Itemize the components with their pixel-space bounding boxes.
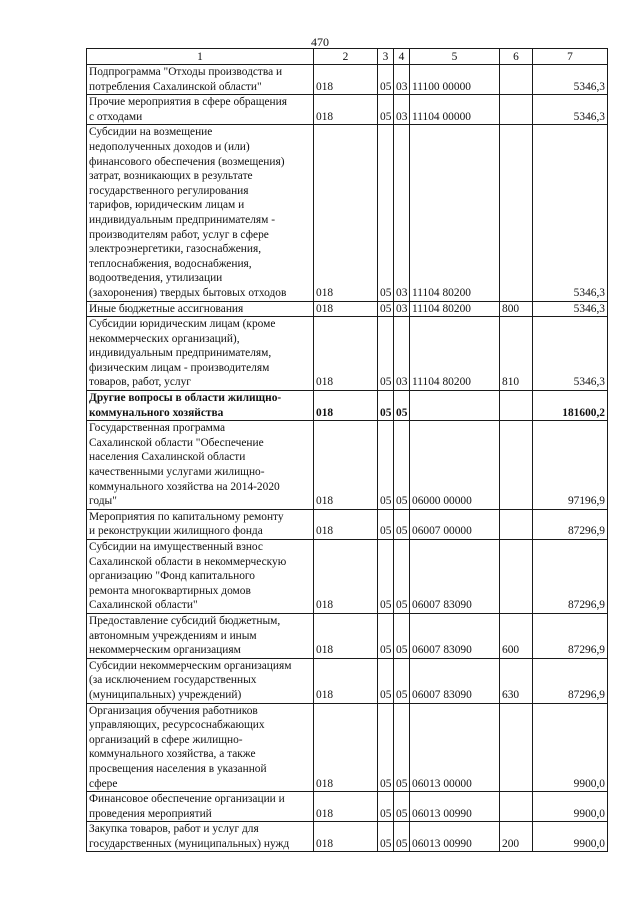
row-code-6 bbox=[500, 391, 533, 421]
row-amount: 5346,3 bbox=[533, 317, 608, 391]
row-amount: 181600,2 bbox=[533, 391, 608, 421]
row-name: Закупка товаров, работ и услуг для государственных (муниципальных) нужд bbox=[87, 822, 314, 852]
row-code-6 bbox=[500, 65, 533, 95]
row-code-6: 800 bbox=[500, 301, 533, 317]
row-code-5: 06007 83090 bbox=[410, 658, 500, 703]
row-code-6: 810 bbox=[500, 317, 533, 391]
row-code-6 bbox=[500, 95, 533, 125]
row-code-4: 05 bbox=[394, 613, 410, 658]
row-code-2: 018 bbox=[314, 613, 378, 658]
row-amount: 87296,9 bbox=[533, 540, 608, 614]
row-code-3: 05 bbox=[378, 301, 394, 317]
table-row bbox=[87, 703, 608, 792]
table-row bbox=[87, 792, 608, 822]
row-code-4: 05 bbox=[394, 421, 410, 510]
row-name: Прочие мероприятия в сфере обращения с отходами bbox=[87, 95, 314, 125]
row-code-5: 06013 00990 bbox=[410, 822, 500, 852]
row-code-4: 05 bbox=[394, 703, 410, 792]
row-code-3: 05 bbox=[378, 792, 394, 822]
row-code-4: 03 bbox=[394, 301, 410, 317]
row-code-2: 018 bbox=[314, 421, 378, 510]
table-row bbox=[87, 540, 608, 614]
row-code-6: 630 bbox=[500, 658, 533, 703]
row-amount: 9900,0 bbox=[533, 822, 608, 852]
row-name: Финансовое обеспечение организации и проведения мероприятий bbox=[87, 792, 314, 822]
row-code-3: 05 bbox=[378, 125, 394, 301]
row-name: Другие вопросы в области жилищно- коммунального хозяйства bbox=[87, 391, 314, 421]
row-code-2: 018 bbox=[314, 301, 378, 317]
row-code-6 bbox=[500, 540, 533, 614]
row-code-4: 03 bbox=[394, 95, 410, 125]
row-code-5: 11104 80200 bbox=[410, 301, 500, 317]
row-code-2: 018 bbox=[314, 65, 378, 95]
row-code-5: 06007 83090 bbox=[410, 540, 500, 614]
page-number: 470 bbox=[311, 35, 329, 49]
table-row bbox=[87, 822, 608, 852]
row-code-3: 05 bbox=[378, 95, 394, 125]
row-code-6 bbox=[500, 421, 533, 510]
row-name: Предоставление субсидий бюджетным, автономным учреждениям и иным некоммерческим организациям bbox=[87, 613, 314, 658]
row-code-5: 06007 83090 bbox=[410, 613, 500, 658]
row-name: Мероприятия по капитальному ремонту и реконструкции жилищного фонда bbox=[87, 509, 314, 539]
row-amount: 5346,3 bbox=[533, 95, 608, 125]
row-code-5 bbox=[410, 391, 500, 421]
row-code-5: 11104 80200 bbox=[410, 125, 500, 301]
row-code-3: 05 bbox=[378, 613, 394, 658]
row-name: Государственная программа Сахалинской области "Обеспечение населения Сахалинской области качественными услугами жилищно- коммунального хозяйства на 2014-2020 годы" bbox=[87, 421, 314, 510]
row-code-2: 018 bbox=[314, 540, 378, 614]
table-row bbox=[87, 317, 608, 391]
table-row bbox=[87, 125, 608, 301]
row-amount: 9900,0 bbox=[533, 703, 608, 792]
table-row bbox=[87, 658, 608, 703]
row-code-2: 018 bbox=[314, 125, 378, 301]
row-name: Организация обучения работников управляющих, ресурсоснабжающих организаций в сфере жилищно- коммунального хозяйства, а также просвещения населения в указанной сфере bbox=[87, 703, 314, 792]
header-col-7: 7 bbox=[533, 49, 608, 65]
row-code-5: 06013 00000 bbox=[410, 703, 500, 792]
table-row bbox=[87, 509, 608, 539]
row-code-4: 05 bbox=[394, 509, 410, 539]
row-code-3: 05 bbox=[378, 317, 394, 391]
row-code-3: 05 bbox=[378, 822, 394, 852]
row-code-3: 05 bbox=[378, 658, 394, 703]
row-code-2: 018 bbox=[314, 658, 378, 703]
row-amount: 87296,9 bbox=[533, 509, 608, 539]
row-code-4: 05 bbox=[394, 822, 410, 852]
table-body bbox=[87, 65, 608, 852]
header-col-6: 6 bbox=[500, 49, 533, 65]
table-row bbox=[87, 391, 608, 421]
row-code-6 bbox=[500, 703, 533, 792]
budget-table bbox=[86, 48, 608, 852]
row-code-2: 018 bbox=[314, 822, 378, 852]
row-code-5: 06000 00000 bbox=[410, 421, 500, 510]
header-col-3: 3 bbox=[378, 49, 394, 65]
row-amount: 9900,0 bbox=[533, 792, 608, 822]
row-code-5: 06013 00990 bbox=[410, 792, 500, 822]
row-amount: 97196,9 bbox=[533, 421, 608, 510]
row-code-4: 05 bbox=[394, 658, 410, 703]
header-col-5: 5 bbox=[410, 49, 500, 65]
row-code-5: 06007 00000 bbox=[410, 509, 500, 539]
row-code-6 bbox=[500, 509, 533, 539]
header-col-1: 1 bbox=[87, 49, 314, 65]
row-code-2: 018 bbox=[314, 792, 378, 822]
header-col-4: 4 bbox=[394, 49, 410, 65]
row-code-2: 018 bbox=[314, 509, 378, 539]
table-row bbox=[87, 301, 608, 317]
row-code-3: 05 bbox=[378, 509, 394, 539]
row-name: Субсидии на возмещение недополученных доходов и (или) финансового обеспечения (возмещения) затрат, возникающих в результате государственного регулирования тарифов, юридическим лицам и индивидуальным предпринимателям - производителям работ, услуг в сфере электроэнергетики, газоснабжения, теплоснабжения, водоснабжения, водоотведения, утилизации (захоронения) твердых бытовых отходов bbox=[87, 125, 314, 301]
row-code-3: 05 bbox=[378, 703, 394, 792]
row-code-2: 018 bbox=[314, 317, 378, 391]
row-code-6 bbox=[500, 125, 533, 301]
row-code-4: 03 bbox=[394, 125, 410, 301]
row-code-6 bbox=[500, 792, 533, 822]
row-name: Подпрограмма "Отходы производства и потребления Сахалинской области" bbox=[87, 65, 314, 95]
row-code-3: 05 bbox=[378, 421, 394, 510]
row-code-4: 03 bbox=[394, 317, 410, 391]
row-name: Субсидии некоммерческим организациям (за исключением государственных (муниципальных) учреждений) bbox=[87, 658, 314, 703]
row-name: Субсидии на имущественный взнос Сахалинской области в некоммерческую организацию "Фонд капитального ремонта многоквартирных домов Сахалинской области" bbox=[87, 540, 314, 614]
row-amount: 5346,3 bbox=[533, 301, 608, 317]
table-row bbox=[87, 65, 608, 95]
row-name: Субсидии юридическим лицам (кроме некоммерческих организаций), индивидуальным предпринимателям, физическим лицам - производителям товаров, работ, услуг bbox=[87, 317, 314, 391]
row-code-2: 018 bbox=[314, 703, 378, 792]
row-code-4: 05 bbox=[394, 540, 410, 614]
row-code-2: 018 bbox=[314, 391, 378, 421]
row-code-5: 11100 00000 bbox=[410, 65, 500, 95]
row-code-4: 05 bbox=[394, 792, 410, 822]
header-row bbox=[87, 49, 608, 65]
row-name: Иные бюджетные ассигнования bbox=[87, 301, 314, 317]
row-code-5: 11104 00000 bbox=[410, 95, 500, 125]
row-amount: 87296,9 bbox=[533, 658, 608, 703]
row-code-3: 05 bbox=[378, 65, 394, 95]
table-row bbox=[87, 95, 608, 125]
row-code-4: 03 bbox=[394, 65, 410, 95]
row-amount: 87296,9 bbox=[533, 613, 608, 658]
row-amount: 5346,3 bbox=[533, 125, 608, 301]
row-code-2: 018 bbox=[314, 95, 378, 125]
row-amount: 5346,3 bbox=[533, 65, 608, 95]
row-code-3: 05 bbox=[378, 391, 394, 421]
row-code-3: 05 bbox=[378, 540, 394, 614]
table-row bbox=[87, 613, 608, 658]
header-col-2: 2 bbox=[314, 49, 378, 65]
row-code-5: 11104 80200 bbox=[410, 317, 500, 391]
table-row bbox=[87, 421, 608, 510]
row-code-4: 05 bbox=[394, 391, 410, 421]
row-code-6: 200 bbox=[500, 822, 533, 852]
row-code-6: 600 bbox=[500, 613, 533, 658]
